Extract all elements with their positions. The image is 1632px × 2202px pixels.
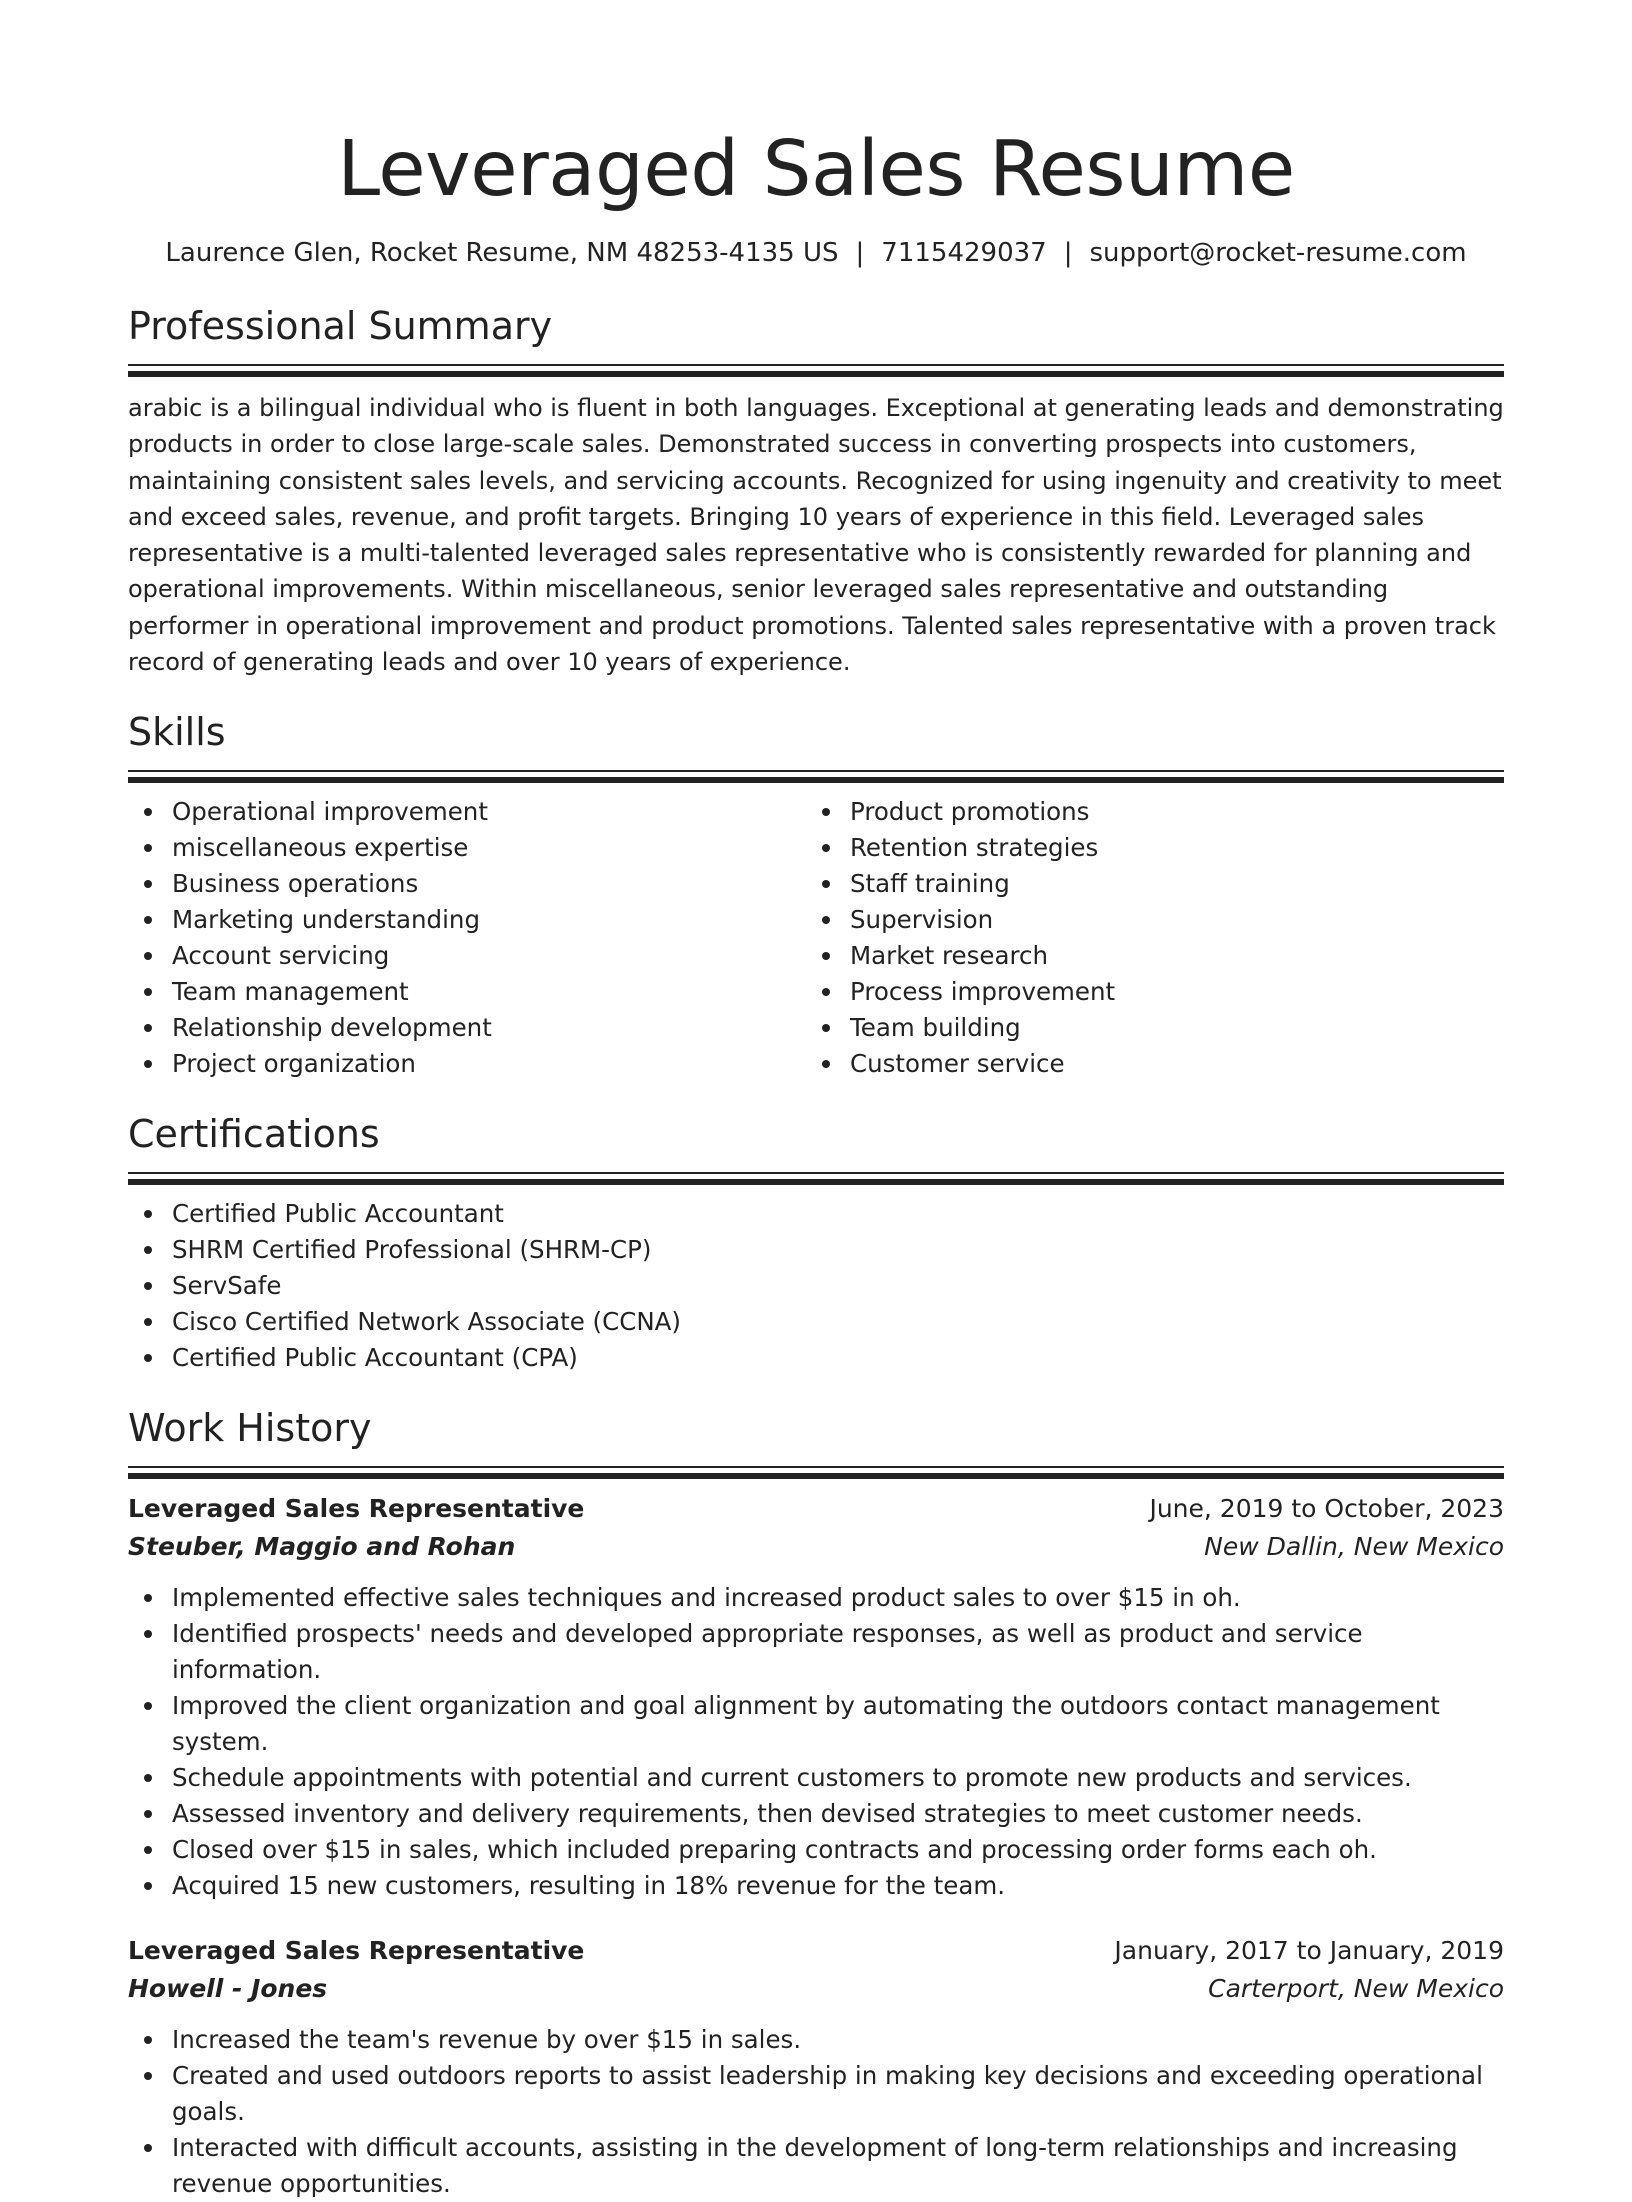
- certification-item: SHRM Certified Professional (SHRM-CP): [172, 1232, 1504, 1268]
- job-bullet: Identified prospects' needs and developed appropriate responses, as well as product and service information.: [172, 1616, 1504, 1688]
- section-divider: [128, 364, 1504, 376]
- skill-item: Operational improvement: [172, 794, 806, 830]
- section-divider: [128, 770, 1504, 782]
- skill-item: miscellaneous expertise: [172, 830, 806, 866]
- job-company: Howell - Jones: [128, 1974, 328, 2004]
- job-location: New Dallin, New Mexico: [1204, 1532, 1504, 1562]
- section-heading-skills: Skills: [128, 710, 226, 755]
- resume-page: [128, 0, 1504, 2202]
- job-dates: January, 2017 to January, 2019: [1114, 1936, 1504, 1966]
- job-title: Leveraged Sales Representative: [128, 1494, 585, 1524]
- job-bullet: Assessed inventory and delivery requirements, then devised strategies to meet customer needs.: [172, 1796, 1504, 1832]
- job-title: Leveraged Sales Representative: [128, 1936, 585, 1966]
- job-company: Steuber, Maggio and Rohan: [128, 1532, 516, 1562]
- certification-item: Certified Public Accountant (CPA): [172, 1340, 1504, 1376]
- summary-section: [128, 302, 1504, 680]
- contact-email: support@rocket-resume.com: [1089, 238, 1467, 268]
- skill-item: Team management: [172, 974, 806, 1010]
- certifications-list: [128, 1196, 1504, 1376]
- job-entry: [128, 1932, 1504, 2202]
- contact-line: [128, 236, 1504, 270]
- skills-grid: [128, 794, 1504, 1082]
- certification-item: Cisco Certified Network Associate (CCNA): [172, 1304, 1504, 1340]
- skill-item: Staff training: [850, 866, 1484, 902]
- skills-section: [128, 708, 1504, 1082]
- section-divider: [128, 1466, 1504, 1478]
- skill-item: Market research: [850, 938, 1484, 974]
- skill-item: Marketing understanding: [172, 902, 806, 938]
- job-subheader: [128, 1970, 1504, 2008]
- skill-item: Team building: [850, 1010, 1484, 1046]
- job-bullet: Increased the team's revenue by over $15 in sales.: [172, 2022, 1504, 2058]
- section-heading-work-history: Work History: [128, 1406, 372, 1451]
- job-bullet: Interacted with difficult accounts, assisting in the development of long-term relationships and increasing revenue opportunities.: [172, 2130, 1504, 2202]
- job-dates: June, 2019 to October, 2023: [1149, 1494, 1504, 1524]
- job-header: [128, 1932, 1504, 1970]
- summary-text: arabic is a bilingual individual who is fluent in both languages. Exceptional at generating leads and demonstrating products in order to close large-scale sales. Demonstrated success in converting prospects into customers, maintaining consistent sales levels, and servicing accounts. Recognized for using ingenuity and creativity to meet and exceed sales, revenue, and profit targets. Bringing 10 years of experience in this field. Leveraged sales representative is a multi-talented leveraged sales representative who is consistently rewarded for planning and operational improvements. Within miscellaneous, senior leveraged sales representative and outstanding performer in operational improvement and product promotions. Talented sales representative with a proven track record of generating leads and over 10 years of experience.: [128, 394, 1504, 677]
- contact-address: Laurence Glen, Rocket Resume, NM 48253-4135 US: [165, 238, 839, 268]
- job-entry: [128, 1490, 1504, 1904]
- skill-item: Project organization: [172, 1046, 806, 1082]
- job-bullet: Acquired 15 new customers, resulting in 18% revenue for the team.: [172, 1868, 1504, 1904]
- resume-title: Leveraged Sales Resume: [337, 125, 1295, 214]
- skill-item: Relationship development: [172, 1010, 806, 1046]
- job-bullet: Closed over $15 in sales, which included preparing contracts and processing order forms each oh.: [172, 1832, 1504, 1868]
- contact-phone: 7115429037: [881, 238, 1047, 268]
- skill-item: Retention strategies: [850, 830, 1484, 866]
- section-heading-summary: Professional Summary: [128, 304, 553, 348]
- skill-item: Business operations: [172, 866, 806, 902]
- section-divider: [128, 1172, 1504, 1184]
- job-bullet: Created and used outdoors reports to assist leadership in making key decisions and exceeding operational goals.: [172, 2058, 1504, 2130]
- contact-separator: |: [855, 238, 865, 268]
- certifications-section: [128, 1110, 1504, 1376]
- job-bullets: [128, 2022, 1504, 2202]
- skill-item: Customer service: [850, 1046, 1484, 1082]
- job-bullet: Implemented effective sales techniques and increased product sales to over $15 in oh.: [172, 1580, 1504, 1616]
- job-header: [128, 1490, 1504, 1528]
- job-location: Carterport, New Mexico: [1208, 1974, 1504, 2004]
- skill-item: Account servicing: [172, 938, 806, 974]
- skills-left-list: [128, 794, 806, 1082]
- skills-right-list: [806, 794, 1484, 1082]
- contact-separator: |: [1063, 238, 1073, 268]
- job-bullets: [128, 1580, 1504, 1904]
- job-subheader: [128, 1528, 1504, 1566]
- section-heading-certifications: Certifications: [128, 1112, 380, 1157]
- certification-item: ServSafe: [172, 1268, 1504, 1304]
- job-bullet: Schedule appointments with potential and current customers to promote new products and services.: [172, 1760, 1504, 1796]
- work-history-section: [128, 1404, 1504, 2202]
- job-bullet: Improved the client organization and goal alignment by automating the outdoors contact management system.: [172, 1688, 1504, 1760]
- skill-item: Process improvement: [850, 974, 1484, 1010]
- certification-item: Certified Public Accountant: [172, 1196, 1504, 1232]
- skill-item: Product promotions: [850, 794, 1484, 830]
- skill-item: Supervision: [850, 902, 1484, 938]
